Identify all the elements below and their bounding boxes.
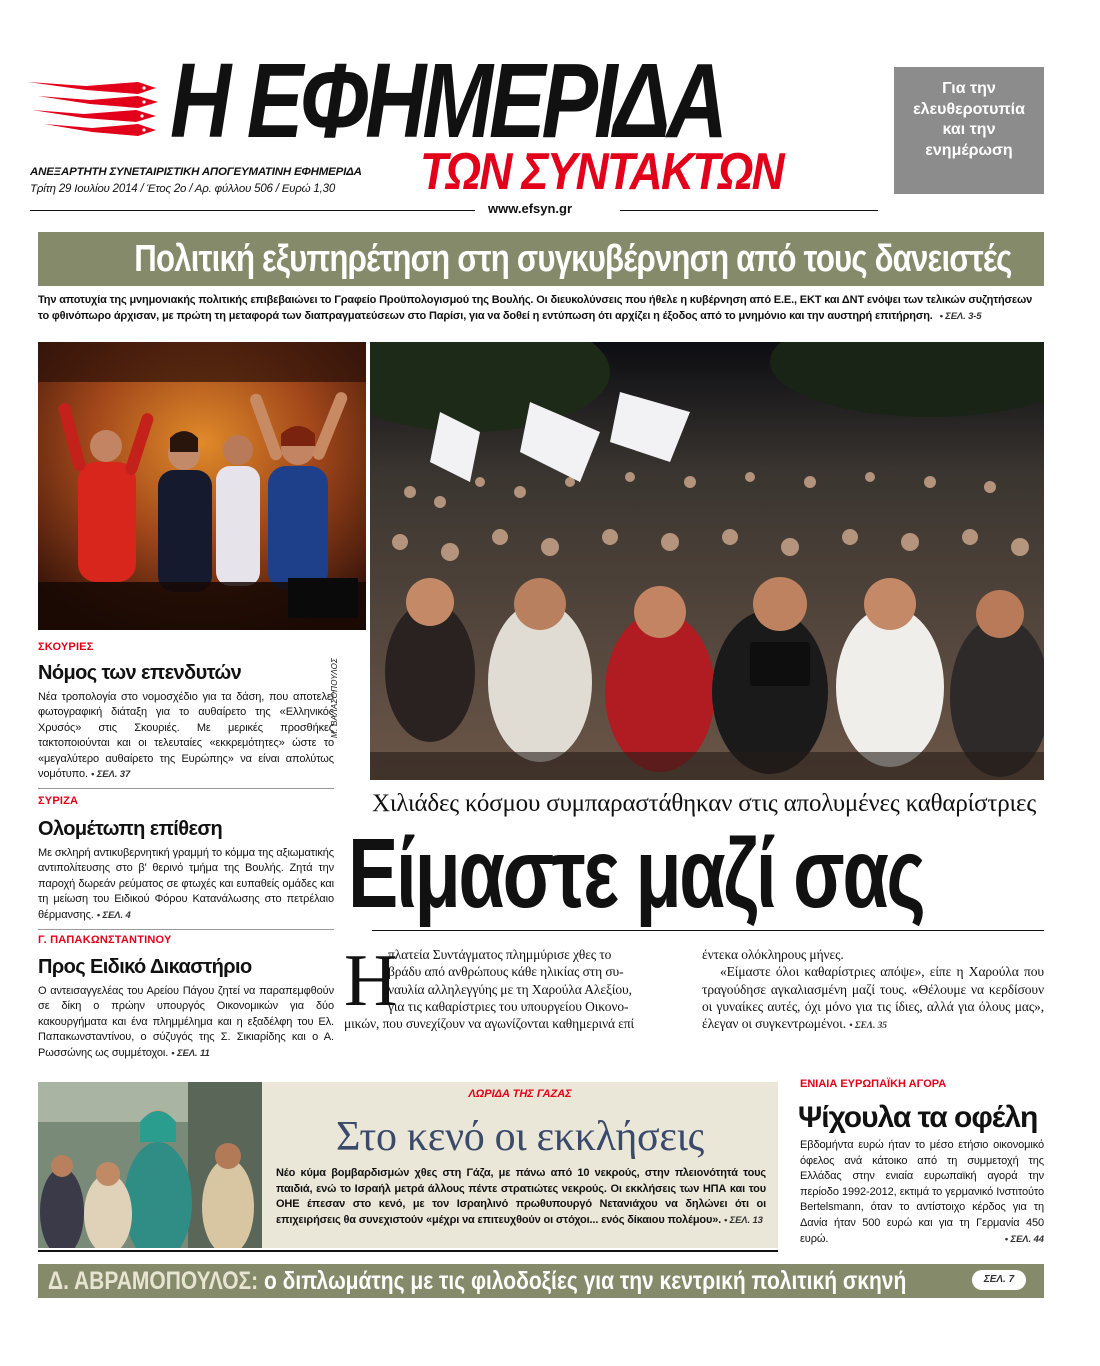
main-col2-paragraph [702,963,1044,1035]
story-divider [38,929,334,930]
story-1-headline[interactable]: Νόμος των επενδυτών [38,662,242,684]
promo-box [894,67,1044,194]
bottom-bar-content [48,1264,906,1298]
story-2-headline[interactable]: Ολομέτωπη επίθεση [38,818,223,840]
story-1-text: Νέα τροπολογία στο νομοσχέδιο για τα δάση, που αποτελεί φωτογραφική διάταξη για το αυθαίρετο της «Ελληνικός Χρυσός» στις Σκουριές. Με μερικές προσθήκες τακτοποιούνται και οι τελευταίες «εκκρεμότητες» ώστε το «μεγαλύτερο αυθαίρετο της Ευρώπης» να είναι απολύτως νομότυπο. [38,691,334,781]
banner-body: Την αποτυχία της μνημονιακής πολιτικής επιβεβαιώνει το Γραφείο Προϋπολογισμού της Βουλής. Οι διευκολύνσεις που ήθελε η κυβέρνηση από Ε.Ε., ΕΚΤ και ΔΝΤ ενόψει των τελικών συζητήσεων το φθινόπωρο άρχισαν, με πρώτη τη μεταφορά των διαπραγματεύσεων στο Παρίσι, για να δοθεί η εντύπωση ότι αρχίζει η έξοδος από το μνημόνιο και την αυστηρή επιτήρηση. [38,294,1033,322]
main-page-ref[interactable]: • ΣΕΛ. 35 [849,1021,887,1032]
market-kicker: ΕΝΙΑΙΑ ΕΥΡΩΠΑΪΚΗ ΑΓΟΡΑ [800,1078,947,1090]
drop-cap: Η [344,940,398,1022]
gaza-page-ref[interactable]: • ΣΕΛ. 13 [724,1214,763,1226]
gaza-photo[interactable] [38,1082,262,1248]
masthead-rule-right [620,210,878,211]
rally-crowd-image [370,342,1044,780]
main-col2-rest: «Είμαστε όλοι καθαρίστριες απόψε», είπε η Χαρούλα που τραγούδησε αγκαλιασμένη μαζί τους. «Θέλουμε να κερδίσουν οι γυναίκες αυτές, όχι μόνο για τις ίδιες, αλλά για όλους μας», έλεγαν οι συγκεντρωμένοι. [702,964,1044,1032]
main-column-1 [344,940,688,1032]
main-rule [372,930,1044,931]
bottom-bar-page-ref[interactable]: ΣΕΛ. 7 [972,1270,1026,1290]
website-link[interactable]: www.efsyn.gr [488,201,573,216]
market-text: Εβδομήντα ευρώ ήταν το μέσο ετήσιο οικονομικό όφελος ανά κάτοικο από τη συμμετοχή της Ελλάδας στην ενιαία ευρωπαϊκή αγορά την περίοδο 1992-2012, εκτιμά το γερμανικό Ινστιτούτο Bertelsmann, όταν το αντίστοιχο κέρδος για τη Δανία ήταν 500 ευρώ και για τη Γερμανία 450 ευρώ. [800,1139,1044,1245]
masthead-subtitle: ΤΩΝ ΣΥΝΤΑΚΤΩΝ [420,143,783,201]
bottom-bar-text: ο διπλωμάτης με τις φιλοδοξίες για την κεντρική πολιτική σκηνή [263,1267,907,1295]
story-3-text: Ο αντεισαγγελέας του Αρείου Πάγου ζητεί να παραπεμφθούν σε δίκη ο πρώην υπουργός Οικονομικών για δύο κακουργήματα και ένα πλημμέλημα και η εξαδέλφη του Ελ. Παπακωνσταντίνου, ο σύζυγός της Σ. Σικιαρίδης και ο Α. Ρωσσώνης ως συμμέτοχοι. [38,985,334,1059]
main-col2-first: έντεκα ολόκληρους μήνες. [702,947,844,962]
story-divider [38,788,334,789]
main-column-2 [702,946,1044,1035]
main-line: πλατεία Συντάγματος πλημμύρισε χθες το [388,947,612,962]
masthead-tagline: ΑΝΕΞΑΡΤΗΤΗ ΣΥΝΕΤΑΙΡΙΣΤΙΚΗ ΑΠΟΓΕΥΜΑΤΙΝΗ ΕΦΗΜΕΡΙΔΑ [30,166,362,178]
top-banner[interactable] [38,232,1044,286]
gaza-text: Νέο κύμα βομβαρδισμών χθες στη Γάζα, με πάνω από 10 νεκρούς, στην πλειονότητά τους παιδιά, ενώ το Ισραήλ μετρά άλλους πέντε στρατιώτες νεκρούς. Οι εκκλήσεις των ΗΠΑ και του ΟΗΕ έπεσαν στο κενό, με τον Ισραηλινό πρωθυπουργό Νετανιάχου να δηλώνει ότι οι επιχειρήσεις θα συνεχιστούν «μέχρι να επιτευχθούν οι στόχοι... ενός δίκαιου πολέμου». [276,1167,766,1226]
gaza-kicker: ΛΩΡΙΔΑ ΤΗΣ ΓΑΖΑΣ [468,1088,572,1100]
market-body [800,1138,1044,1247]
bottom-bar-name: Δ. ΑΒΡΑΜΟΠΟΥΛΟΣ: [48,1267,259,1295]
promo-line: ενημέρωση [925,141,1013,159]
main-line: βράδυ από ανθρώπους κάθε ηλικίας στη συ- [388,964,624,980]
masthead-title: Η ΕΦΗΜΕΡΙΔΑ [170,42,724,160]
market-headline[interactable]: Ψίχουλα τα οφέλη [798,1101,1038,1134]
gaza-image [38,1082,262,1248]
main-deck: Χιλιάδες κόσμου συμπαραστάθηκαν στις απολυμένες καθαρίστριες [372,790,1037,817]
main-line: μικών, που συνεχίζουν να αγωνίζονται καθημερινά επί [344,1016,635,1032]
gaza-rule [38,1250,778,1252]
story-3-page-ref[interactable]: • ΣΕΛ. 11 [171,1047,210,1059]
story-2-body [38,846,334,923]
concert-image [38,342,366,630]
story-2-page-ref[interactable]: • ΣΕΛ. 4 [96,909,131,921]
banner-page-ref[interactable]: • ΣΕΛ. 3-5 [939,311,982,322]
issue-info: Τρίτη 29 Ιουλίου 2014 / Έτος 2ο / Αρ. φύλλου 506 / Ευρώ 1,30 [30,183,336,195]
promo-line: και την [942,121,996,138]
market-page-ref[interactable]: • ΣΕΛ. 44 [1004,1233,1044,1245]
concert-photo[interactable] [38,342,366,630]
rally-photo[interactable] [370,342,1044,780]
masthead-rule-left [30,210,475,211]
promo-line: ελευθεροτυπία [913,100,1025,118]
story-2-text: Με σκληρή αντικυβερνητική γραμμή το κόμμα της αξιωματικής αντιπολίτευσης στο β' θερινό τμήμα της Βουλής. Ζητά την παροχή δωρεάν ρεύματος σε φτωχές και ευπαθείς ομάδες και τη μείωση του Ειδικού Φόρου Κατανάλωσης στο πετρέλαιο θέρμανσης. [38,847,334,921]
banner-headline: Πολιτική εξυπηρέτηση στη συγκυβέρνηση από τους δανειστές [134,238,1012,280]
story-3-headline[interactable]: Προς Ειδικό Δικαστήριο [38,956,252,978]
gaza-headline[interactable]: Στο κενό οι εκκλήσεις [336,1114,704,1160]
main-line: για τις καθαρίστριες του υπουργείου Οικονο- [388,998,629,1014]
story-3-kicker: Γ. ΠΑΠΑΚΩΝΣΤΑΝΤΙΝΟΥ [38,934,172,946]
story-1-page-ref[interactable]: • ΣΕΛ. 37 [90,769,131,781]
promo-line: Για την [942,80,996,97]
bottom-bar[interactable] [38,1264,1044,1298]
main-headline[interactable]: Είμαστε μαζί σας [348,818,924,928]
main-line: ναυλία αλληλεγγύης με τη Χαρούλα Αλεξίου, [388,981,632,997]
story-2-kicker: ΣΥΡΙΖΑ [38,795,79,807]
banner-text [38,292,1044,325]
gaza-body [276,1166,766,1228]
story-1-body [38,690,334,782]
photo-credit: Μ. ΒΑΛΑΣΟΠΟΥΛΟΣ [330,657,339,738]
story-3-body [38,984,334,1061]
story-1-kicker: ΣΚΟΥΡΙΕΣ [38,641,94,653]
pen-nibs-logo-icon [26,72,166,142]
